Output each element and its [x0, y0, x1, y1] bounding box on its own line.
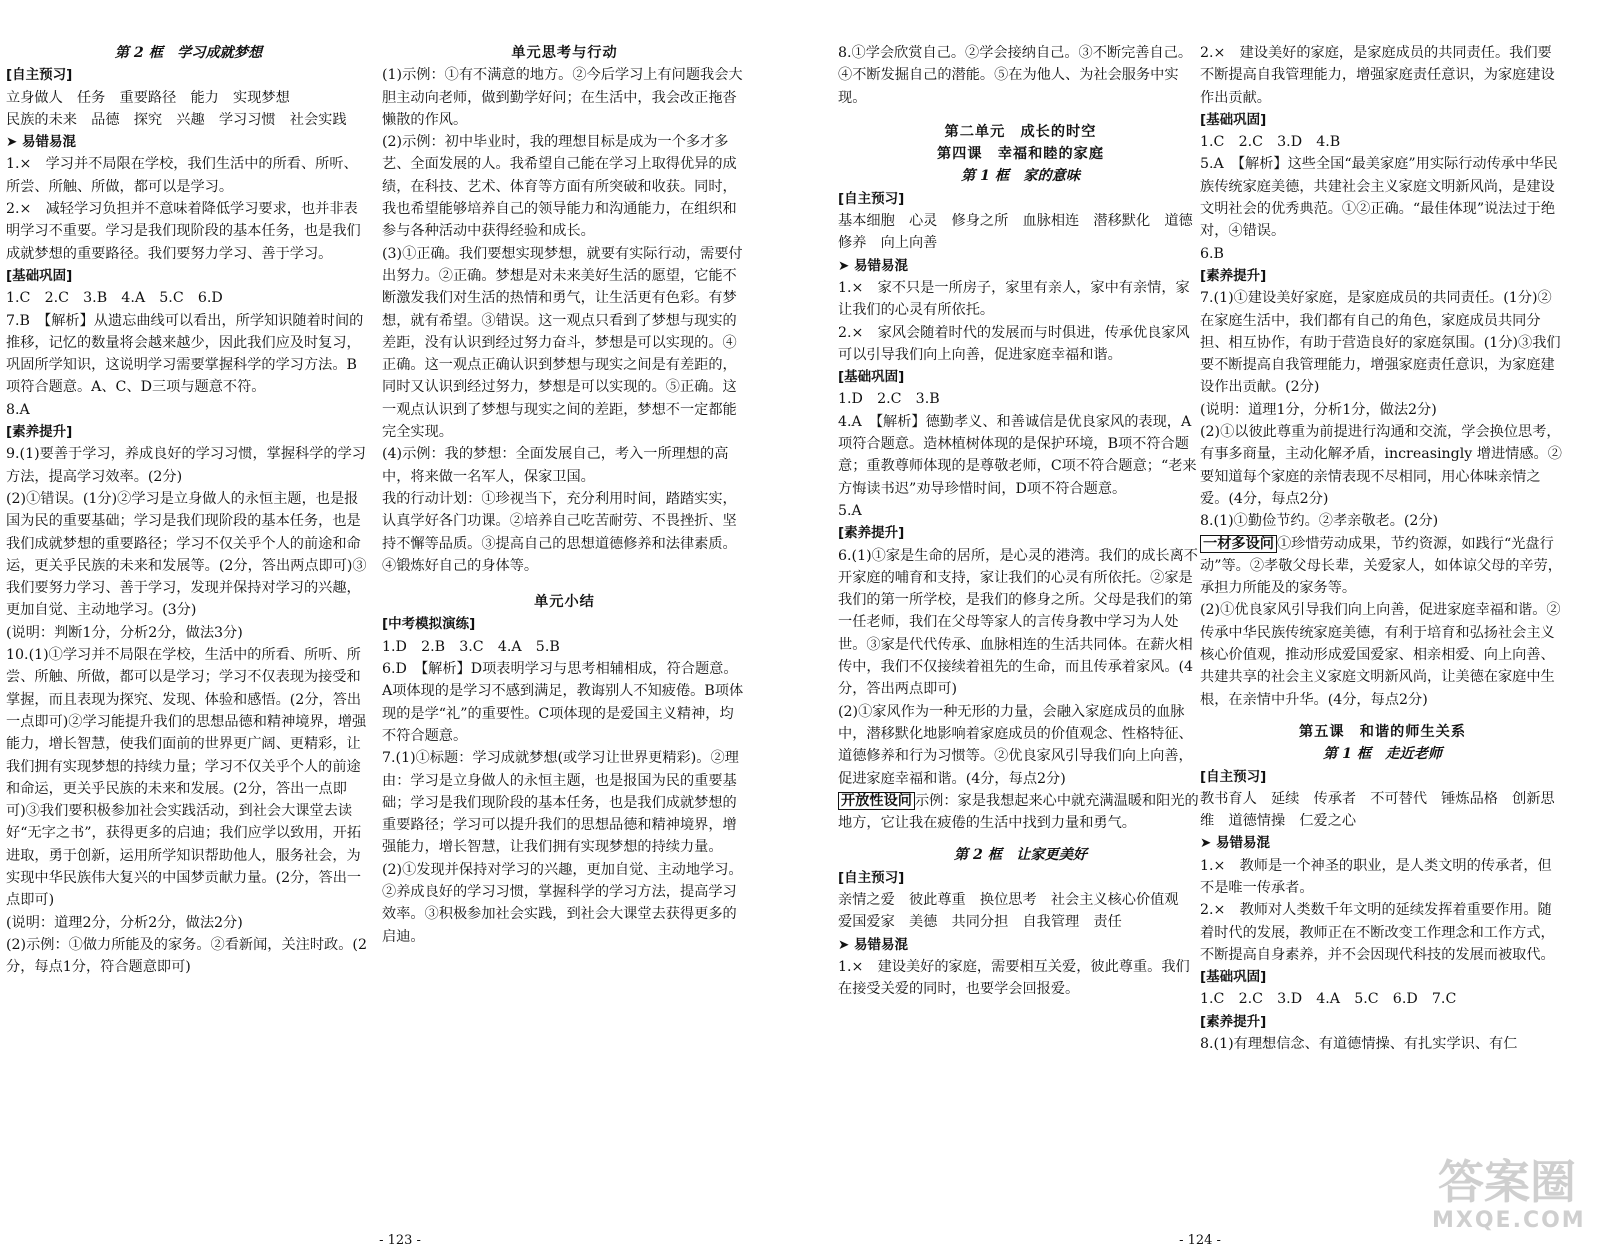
answer-line: 5.A: [838, 502, 862, 519]
answer-line: [素养提升]: [6, 424, 73, 441]
answer-line: 4.A 【解析】德勤孝义、和善诚信是优良家风的表现，A项符合题意。造林植树体现的是保护环境，B项不符合题意；重教尊师体现的是尊敬老师，C项不符合题意；“老来方悔读书迟”劝导珍惜时间，D项不符合题意。: [838, 413, 1197, 497]
answer-line: 2.× 建设美好的家庭，是家庭成员的共同责任。我们要不断提高自我管理能力，增强家庭责任意识，为家庭建设作出贡献。: [1200, 45, 1555, 106]
answer-line: 9.(1)要善于学习，养成良好的学习习惯，掌握科学的学习方法，提高学习效率。(2分): [6, 446, 366, 485]
answer-lines: [6, 64, 371, 978]
answer-line: 1.C 2.C 3.D 4.B: [1200, 134, 1341, 151]
answer-line: 1.× 教师是一个神圣的职业，是人类文明的传承者，但不是唯一传承者。: [1200, 857, 1552, 896]
answer-line: 教书育人 延续 传承者 不可替代 锤炼品格 创新思维 道德情操 仁爱之心: [1200, 790, 1555, 830]
answer-line: (3)①正确。我们要想实现梦想，就要有实际行动，需要付出努力。②正确。梦想是对未来美好生活的愿望，它能不断激发我们对生活的热情和勇气，让生活更有色彩。有梦想，就有希望。③错误。这一观点只看到了梦想与现实的差距，没有认识到经过努力奋斗，梦想是可以实现的。④正确。这一观点正确认识到梦想与现实之间是有差距的，同时又认识到经过努力，梦想是可以实现的。⑤正确。这一观点认识到了梦想与现实之间的差距，梦想不一定都能完全实现。: [382, 245, 743, 441]
answer-line: 7.B 【解析】从遗忘曲线可以看出，所学知识随着时间的推移，记忆的数量将会越来越少，因此我们应及时复习，巩固所学知识，这说明学习需要掌握科学的学习方法。B项符合题意。A、C、D三项与题意不符。: [6, 312, 364, 396]
answer-line: 民族的未来 品德 探究 兴趣 学习习惯 社会实践: [6, 111, 347, 128]
answer-line: 8.A: [6, 401, 30, 418]
answer-lines: [1200, 766, 1565, 1056]
lesson-title: 第四课 幸福和睦的家庭: [936, 146, 1105, 163]
answer-lines: [838, 42, 1203, 109]
answer-line: (说明：判断1分，分析2分，做法3分): [6, 624, 243, 641]
answer-lines: [838, 188, 1203, 790]
answer-line: 6.D 【解析】D项表明学习与思考相辅相成，符合题意。A项体现的是学习不感到满足，教诲别人不知疲倦。B项体现的是学“礼”的重要性。C项体现的是爱国主义精神，均不符合题意。: [382, 661, 744, 744]
answer-line: (说明：道理2分，分析2分，做法2分): [6, 914, 243, 931]
multi-question: [1200, 533, 1565, 600]
answer-lines: [382, 64, 747, 577]
answer-line: [自主预习]: [838, 869, 905, 886]
answer-line: (2)示例：①做力所能及的家务。②看新闻，关注时政。(2分，每点1分，符合题意即可): [6, 936, 367, 976]
frame-title: 第 1 框 走近老师: [1322, 746, 1443, 763]
frame-title: 第 1 框 家的意味: [960, 168, 1081, 185]
answer-line: [基础巩固]: [838, 369, 905, 386]
answer-line: 2.× 减轻学习负担并不意味着降低学习要求，也并非表明学习不重要。学习是我们现阶段的基本任务，也是我们成就梦想的重要路径。我们要努力学习、善于学习。: [6, 201, 361, 262]
section-title: 单元小结: [534, 594, 595, 611]
lesson-title: 第五课 和谐的师生关系: [1298, 723, 1467, 740]
frame-title: 第 2 框 让家更美好: [953, 847, 1088, 864]
answer-line: ➤ 易错易混: [838, 936, 909, 953]
answer-lines: [838, 867, 1203, 1001]
answer-lines: [1200, 599, 1565, 710]
answer-line: (2)①错误。(1分)②学习是立身做人的永恒主题，也是报国为民的重要基础；学习是我们现阶段的基本任务，也是我们成就梦想的重要路径；学习不仅关乎个人的前途和命运，更关乎民族的未来和发展等。(2分，答出两点即可)③我们要努力学习、善于学习，发现并保持对学习的兴趣，更加自觉、主动地学习。(3分): [6, 490, 367, 619]
answer-line: [中考模拟演练]: [382, 616, 476, 633]
answer-line: 1.× 建设美好的家庭，需要相互关爱，彼此尊重。我们在接受关爱的同时，也要学会回报爱。: [838, 958, 1190, 998]
answer-line: 6.B: [1200, 245, 1224, 262]
left-column-1: [6, 42, 371, 978]
answer-line: (说明：道理1分，分析1分，做法2分): [1200, 401, 1437, 418]
answer-line: 7.(1)①标题：学习成就梦想(或学习让世界更精彩)。②理由：学习是立身做人的永恒主题，也是报国为民的重要基础；学习是我们现阶段的基本任务，也是我们成就梦想的重要路径；学习可以提升我们的思想品德和精神境界，增强能力，增长智慧，让我们拥有实现梦想的持续力量。: [382, 750, 739, 856]
right-page: [800, 0, 1600, 1256]
answer-lines: [382, 613, 747, 947]
answer-line: 1.C 2.C 3.B 4.A 5.C 6.D: [6, 290, 223, 307]
answer-line: 2.× 家风会随着时代的发展而与时俱进，传承优良家风可以引导我们向上向善，促进家庭幸福和谐。: [838, 324, 1190, 363]
page-number: - 124 -: [1179, 1233, 1221, 1248]
answer-line: [自主预习]: [6, 67, 73, 84]
watermark-text: 答案圈: [1438, 1155, 1576, 1209]
answer-line: 1.D 2.C 3.B: [838, 391, 940, 408]
open-question: [838, 790, 1203, 835]
answer-line: [基础巩固]: [1200, 111, 1267, 128]
answer-line: 2.× 教师对人类数千年文明的延续发挥着重要作用。随着时代的发展，教师正在不断改变工作理念和工作方式，不断提高自身素养，并不会因现代科技的发展而被取代。: [1200, 902, 1555, 963]
answer-line: (2)①以彼此尊重为前提进行沟通和交流，学会换位思考，有事多商量，主动化解矛盾，increasingly 增进情感。②要知道每个家庭的亲情表现不尽相同，用心体味亲情之爱。(4分，每点2分): [1200, 424, 1562, 507]
answer-line: (2)①优良家风引导我们向上向善，促进家庭幸福和谐。②传承中华民族传统家庭美德，有利于培育和弘扬社会主义核心价值观，推动形成爱国爱家、相亲相爱、向上向善、共建共享的社会主义家庭文明新风尚，让美德在家庭中生根，在亲情中升华。(4分，每点2分): [1200, 602, 1561, 708]
answer-line: 我的行动计划：①珍视当下，充分利用时间，踏踏实实，认真学好各门功课。②培养自己吃苦耐劳、不畏挫折、坚持不懈等品质。③提高自己的思想道德修养和法律素质。④锻炼好自己的身体等。: [382, 490, 737, 574]
answer-line: [自主预习]: [1200, 768, 1267, 785]
watermark-logo: [1432, 1155, 1586, 1246]
answer-line: (2)①家风作为一种无形的力量，会融入家庭成员的血脉中，潜移默化地影响着家庭成员的价值观念、性格特征、道德修养和行为习惯等。②优良家风引导我们向上向善，促进家庭幸福和谐。(4分，每点2分): [838, 703, 1193, 787]
answer-line: 立身做人 任务 重要路径 能力 实现梦想: [6, 89, 290, 106]
answer-line: [素养提升]: [1200, 267, 1267, 284]
answer-line: 7.(1)①建设美好家庭，是家庭成员的共同责任。(1分)②在家庭生活中，我们都有自己的角色，家庭成员共同分担、相互协作，有助于营造良好的家庭氛围。(1分)③我们要不断提高自我管理能力，增强家庭责任意识，为家庭建设作出贡献。(2分): [1200, 290, 1561, 396]
answer-line: [素养提升]: [838, 525, 905, 542]
right-column-1: [838, 42, 1203, 1000]
open-question-text: 示例：家是我想起来心中就充满温暖和阳光的地方，它让我在疲倦的生活中找到力量和勇气。: [838, 792, 1199, 832]
multi-question-label: 一材多设问: [1200, 535, 1277, 553]
answer-line: 5.A 【解析】这些全国“最美家庭”用实际行动传承中华民族传统家庭美德，共建社会主义家庭文明新风尚，是建设文明社会的优秀典范。①②正确。“最佳体现”说法过于绝对，④错误。: [1200, 156, 1558, 240]
answer-line: (1)示例：①有不满意的地方。②今后学习上有问题我会大胆主动向老师，做到勤学好问；在生活中，我会改正拖沓懒散的作风。: [382, 67, 743, 128]
answer-line: 1.D 2.B 3.C 4.A 5.B: [382, 638, 560, 655]
answer-line: 8.(1)①勤俭节约。②孝亲敬老。(2分): [1200, 513, 1439, 530]
answer-line: ➤ 易错易混: [838, 257, 909, 274]
unit-title: 第二单元 成长的时空: [944, 123, 1097, 140]
section-title: 单元思考与行动: [511, 45, 618, 61]
section-title: 第 2 框 学习成就梦想: [114, 45, 263, 61]
answer-line: 1.C 2.C 3.D 4.A 5.C 6.D 7.C: [1200, 991, 1457, 1008]
answer-line: ➤ 易错易混: [1200, 835, 1271, 852]
answer-line: [自主预习]: [838, 190, 905, 207]
answer-line: 8.(1)有理想信念、有道德情操、有扎实学识、有仁: [1200, 1036, 1518, 1053]
left-column-2: [382, 42, 747, 948]
right-column-2: [1200, 42, 1565, 1055]
answer-line: 基本细胞 心灵 修身之所 血脉相连 潜移默化 道德修养 向上向善: [838, 213, 1193, 252]
multi-question-text: ①珍惜劳动成果，节约资源，如践行“光盘行动”等。②孝敬父母长辈，关爱家人，如体谅父母的辛劳，承担力所能及的家务等。: [1200, 535, 1562, 597]
answer-line: 1.× 学习并不局限在学校，我们生活中的所看、所听、所尝、所触、所做，都可以是学习。: [6, 156, 358, 195]
answer-line: [基础巩固]: [1200, 969, 1267, 986]
answer-line: (4)示例：我的梦想：全面发展自己，考入一所理想的高中，将来做一名军人，保家卫国。: [382, 446, 729, 485]
page-number: - 123 -: [379, 1233, 421, 1248]
answer-line: 亲情之爱 彼此尊重 换位思考 社会主义核心价值观 爱国爱家 美德 共同分担 自我管理 责任: [838, 891, 1193, 931]
answer-line: 1.× 家不只是一所房子，家里有亲人，家中有亲情，家让我们的心灵有所依托。: [838, 279, 1190, 319]
open-question-label: 开放性设问: [838, 792, 915, 810]
answer-line: 8.①学会欣赏自己。②学会接纳自己。③不断完善自己。④不断发掘自己的潜能。⑤在为他人、为社会服务中实现。: [838, 45, 1193, 106]
answer-line: 6.(1)①家是生命的居所，是心灵的港湾。我们的成长离不开家庭的哺育和支持，家让我们的心灵有所依托。②家是我们的第一所学校，是我们的修身之所。父母是我们的第一任老师，我们在父母等家人的言传身教中学习为人处世。③家是代代传承、血脉相连的生活共同体。在薪火相传中，我们不仅接续着祖先的生命，而且传承着家风。(4分，答出两点即可): [838, 547, 1198, 698]
answer-line: ➤ 易错易混: [6, 134, 77, 151]
watermark-url: MXQE.COM: [1432, 1208, 1586, 1233]
answer-line: (2)示例：初中毕业时，我的理想目标是成为一个多才多艺、全面发展的人。我希望自己能在学习上取得优异的成绩，在科技、艺术、体育等方面有所突破和收获。同时，我也希望能够培养自己的领导能力和沟通能力，在组织和参与各种活动中获得经验和成长。: [382, 134, 737, 240]
answer-line: 10.(1)①学习并不局限在学校，生活中的所看、所听、所尝、所触、所做，都可以是学习；学习不仅表现为接受和掌握，而且表现为探究、发现、体验和感悟。(2分，答出一点即可)②学习能提升我们的思想品德和精神境界，增强能力，增长智慧，使我们面前的世界更广阔、更精彩，让我们拥有实现梦想的持续力量；学习不仅关乎个人的前途和命运，更关乎民族的未来和发展。(2分，答出一点即可)③我们要积极参加社会实践活动，到社会大课堂去读好“无字之书”，获得更多的启迪；我们应学以致用，开拓进取，勇于创新，运用所学知识帮助他人，服务社会，为实现中华民族伟大复兴的中国梦贡献力量。(2分，答出一点即可): [6, 647, 367, 909]
answer-line: [素养提升]: [1200, 1013, 1267, 1030]
answer-lines: [1200, 42, 1565, 533]
answer-line: (2)①发现并保持对学习的兴趣，更加自觉、主动地学习。②养成良好的学习习惯，掌握科学的学习方法，提高学习效率。③积极参加社会实践，到社会大课堂去获得更多的启迪。: [382, 861, 743, 945]
answer-line: [基础巩固]: [6, 267, 73, 284]
